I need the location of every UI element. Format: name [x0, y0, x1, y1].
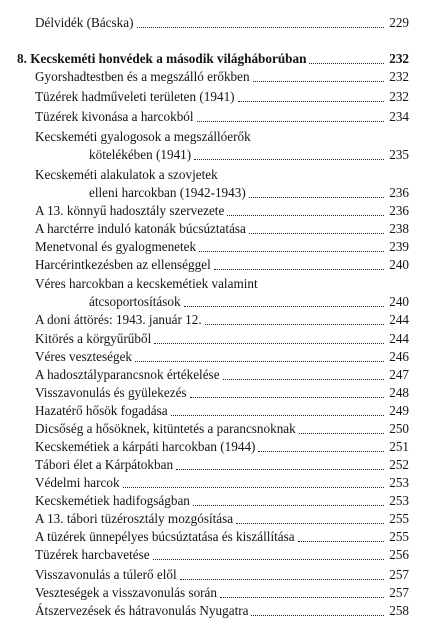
toc-entry: [35, 166, 218, 184]
toc-entry-title: kötelékében (1941): [89, 147, 192, 162]
toc-entry: [35, 108, 409, 126]
toc-page-number: 235: [389, 147, 409, 162]
dot-leader: [190, 397, 384, 398]
toc-entry-title: átcsoportosítások: [89, 294, 181, 309]
toc-entry-title: A harctérre induló katonák búcsúztatása: [35, 221, 246, 236]
toc-page-number: 232: [389, 69, 409, 84]
toc-page-number: 232: [389, 89, 409, 104]
dot-leader: [135, 361, 384, 362]
toc-entry-title: Kecskeméti alakulatok a szovjetek: [35, 167, 218, 182]
toc-page-number: 255: [389, 511, 409, 526]
toc-entry-title: Véres harcokban a kecskemétiek valamint: [35, 276, 258, 291]
dot-leader: [298, 541, 384, 542]
toc-entry-title: Veszteségek a visszavonulás során: [35, 585, 218, 600]
toc-entry: [35, 402, 409, 420]
dot-leader: [123, 487, 384, 488]
toc-entry-title: Tábori élet a Kárpátokban: [35, 457, 174, 472]
toc-page-number: 252: [389, 457, 409, 472]
toc-entry-title: Véres veszteségek: [35, 349, 133, 364]
toc-entry-title: Harcérintkezésben az ellenséggel: [35, 257, 211, 272]
dot-leader: [238, 101, 384, 102]
toc-entry: [35, 456, 409, 474]
toc-page-number: 257: [389, 567, 409, 582]
toc-entry: [35, 384, 409, 402]
dot-leader: [194, 159, 384, 160]
toc-entry: [35, 348, 409, 366]
dot-leader: [220, 597, 384, 598]
toc-page-number: 244: [389, 331, 409, 346]
dot-leader: [153, 559, 384, 560]
toc-page-number: 248: [389, 385, 409, 400]
toc-entry-title: Tüzérek kivonása a harcokból: [35, 109, 194, 124]
toc-entry: [35, 238, 409, 256]
dot-leader: [154, 343, 384, 344]
toc-entry-title: Hazatérő hősök fogadása: [35, 403, 168, 418]
toc-entry-title: elleni harcokban (1942-1943): [89, 185, 246, 200]
toc-entry: [35, 128, 251, 146]
toc-entry-title: Tüzérek harcbavetése: [35, 547, 150, 562]
toc-entry: [35, 275, 258, 293]
toc-entry-title: Visszavonulás a túlerő elől: [35, 567, 177, 582]
toc-page-number: 249: [389, 403, 409, 418]
toc-entry-title: Dicsőség a hősöknek, kitüntetés a parancsnoknak: [35, 421, 296, 436]
toc-page-number: 232: [389, 51, 409, 66]
toc-entry-title: Kitörés a körgyűrűből: [35, 331, 152, 346]
toc-entry-title: A 13. tábori tüzérosztály mozgósítása: [35, 511, 234, 526]
toc-entry-title: 8. Kecskeméti honvédek a második világháborúban: [17, 51, 307, 66]
toc-entry: [35, 88, 409, 106]
toc-entry: [35, 311, 409, 329]
toc-entry-title: A 13. könnyű hadosztály szervezete: [35, 203, 225, 218]
toc-entry: [35, 256, 409, 274]
toc-page-number: 239: [389, 239, 409, 254]
toc-entry: [35, 528, 409, 546]
toc-page-number: 234: [389, 109, 409, 124]
toc-entry: [35, 202, 409, 220]
toc-entry-title: Kecskemétiek a kárpáti harcokban (1944): [35, 439, 256, 454]
toc-page-number: 229: [389, 15, 409, 30]
toc-page-number: 236: [389, 203, 409, 218]
toc-entry: [35, 438, 409, 456]
dot-leader: [214, 269, 384, 270]
dot-leader: [197, 121, 384, 122]
toc-page-number: 255: [389, 529, 409, 544]
dot-leader: [258, 451, 384, 452]
toc-entry-title: Védelmi harcok: [35, 475, 120, 490]
toc-entry: [35, 330, 409, 348]
toc-entry-title: Délvidék (Bácska): [35, 15, 134, 30]
toc-entry: [35, 566, 409, 584]
dot-leader: [249, 233, 384, 234]
toc-entry: [89, 146, 409, 164]
dot-leader: [249, 197, 384, 198]
toc-entry-title: A doni áttörés: 1943. január 12.: [35, 312, 202, 327]
toc-page-number: 238: [389, 221, 409, 236]
toc-entry: [89, 293, 409, 311]
dot-leader: [205, 324, 384, 325]
toc-entry-title: A hadosztályparancsnok értékelése: [35, 367, 220, 382]
dot-leader: [193, 505, 384, 506]
dot-leader: [137, 27, 384, 28]
dot-leader: [251, 615, 384, 616]
dot-leader: [309, 63, 384, 64]
toc-entry: [35, 68, 409, 86]
toc-entry: [35, 584, 409, 602]
toc-page-number: 240: [389, 294, 409, 309]
toc-page-number: 247: [389, 367, 409, 382]
toc-entry-title: Átszervezések és hátravonulás Nyugatra: [35, 603, 249, 618]
toc-entry: [35, 220, 409, 238]
toc-page-number: 240: [389, 257, 409, 272]
toc-entry: [35, 420, 409, 438]
toc-page-number: 244: [389, 312, 409, 327]
toc-entry-title: Gyorshadtestben és a megszálló erőkben: [35, 69, 250, 84]
toc-entry-title: Kecskeméti gyalogosok a megszállóerők: [35, 129, 251, 144]
dot-leader: [176, 469, 384, 470]
toc-chapter-heading: [17, 50, 409, 68]
toc-entry-title: Visszavonulás és gyülekezés: [35, 385, 187, 400]
dot-leader: [184, 306, 384, 307]
toc-page-number: 253: [389, 475, 409, 490]
dot-leader: [199, 251, 384, 252]
toc-page-number: 257: [389, 585, 409, 600]
dot-leader: [223, 379, 384, 380]
toc-page-number: 251: [389, 439, 409, 454]
dot-leader: [171, 415, 384, 416]
toc-entry: [35, 510, 409, 528]
toc-entry: [35, 366, 409, 384]
toc-page-number: 258: [389, 603, 409, 618]
toc-page-number: 250: [389, 421, 409, 436]
toc-entry-title: A tüzérek ünnepélyes búcsúztatása és kiszállítása: [35, 529, 295, 544]
toc-entry: [35, 474, 409, 492]
toc-entry: [89, 184, 409, 202]
toc-entry-title: Kecskemétiek hadifogságban: [35, 493, 190, 508]
dot-leader: [180, 579, 384, 580]
toc-entry-title: Menetvonal és gyalogmenetek: [35, 239, 197, 254]
toc-entry: [35, 546, 409, 564]
toc-page-number: 253: [389, 493, 409, 508]
dot-leader: [236, 523, 384, 524]
toc-entry: [35, 14, 409, 32]
dot-leader: [227, 215, 384, 216]
dot-leader: [253, 81, 384, 82]
toc-entry-title: Tüzérek hadműveleti területen (1941): [35, 89, 235, 104]
toc-page-number: 246: [389, 349, 409, 364]
toc-entry: [35, 492, 409, 510]
dot-leader: [299, 433, 384, 434]
toc-page-number: 256: [389, 547, 409, 562]
toc-entry: [35, 602, 409, 620]
toc-page-number: 236: [389, 185, 409, 200]
